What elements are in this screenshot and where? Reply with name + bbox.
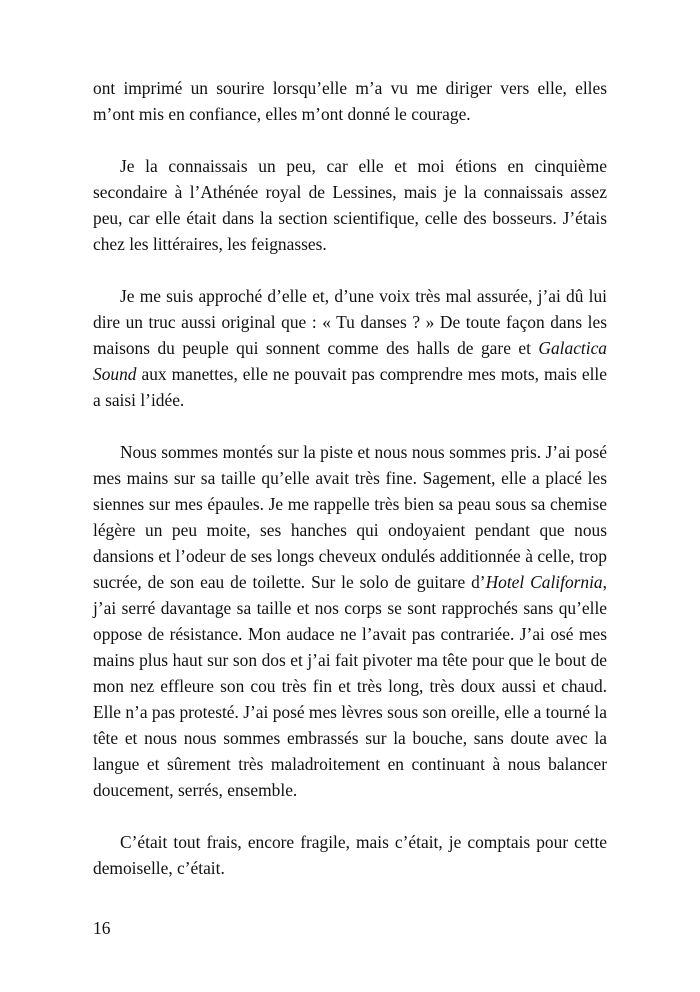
paragraph-4-text-b: , j’ai serré davantage sa taille et nos corps se sont rapprochés sans qu’elle oppose de résistance. Mon audace ne l’avait pas contrariée. J’ai osé mes mains plus haut sur son dos et j’ai fait pivoter ma tête pour que le bout de mon nez effleure son cou très fin et très long, très doux aussi et chaud. Elle n’a pas protesté. J’ai posé mes lèvres sous son oreille, elle a tourné la tête et nous nous sommes embrassés sur la bouche, sans doute avec la langue et sûrement très maladroitement en continuant à nous balancer doucement, serrés, ensemble.	[93, 572, 607, 800]
page-number: 16	[93, 918, 111, 938]
paragraph-3-text-a: Je me suis approché d’elle et, d’une voix très mal assurée, j’ai dû lui dire un truc aussi original que : « Tu danses ? » De toute façon dans les maisons du peuple qui sonnent comme des halls de gare et	[93, 286, 607, 358]
paragraph-3-italic-title: Galactica Sound	[93, 338, 607, 384]
paragraph-3-text-b: aux manettes, elle ne pouvait pas comprendre mes mots, mais elle a saisi l’idée.	[93, 364, 607, 410]
paragraph-1	[93, 75, 607, 127]
paragraph-2	[93, 153, 607, 257]
paragraph-5-text: C’était tout frais, encore fragile, mais c’était, je comptais pour cette demoiselle, c’était.	[93, 832, 607, 878]
paragraph-2-text: Je la connaissais un peu, car elle et moi étions en cinquième secondaire à l’Athénée royal de Lessines, mais je la connaissais assez peu, car elle était dans la section scientifique, celle des bosseurs. J’étais chez les littéraires, les feignasses.	[93, 156, 607, 254]
book-page-body	[93, 75, 607, 907]
paragraph-5	[93, 829, 607, 881]
paragraph-4-italic-title: Hotel California	[485, 572, 603, 592]
paragraph-4-text-a: Nous sommes montés sur la piste et nous nous sommes pris. J’ai posé mes mains sur sa taille qu’elle avait très fine. Sagement, elle a placé les siennes sur mes épaules. Je me rappelle très bien sa peau sous sa chemise légère un peu moite, ses hanches qui ondoyaient pendant que nous dansions et l’odeur de ses longs cheveux ondulés additionnée à celle, trop sucrée, de son eau de toilette. Sur le solo de guitare d’	[93, 442, 607, 592]
paragraph-3	[93, 283, 607, 413]
paragraph-1-text: ont imprimé un sourire lorsqu’elle m’a vu me diriger vers elle, elles m’ont mis en confiance, elles m’ont donné le courage.	[93, 78, 607, 124]
paragraph-4	[93, 439, 607, 803]
